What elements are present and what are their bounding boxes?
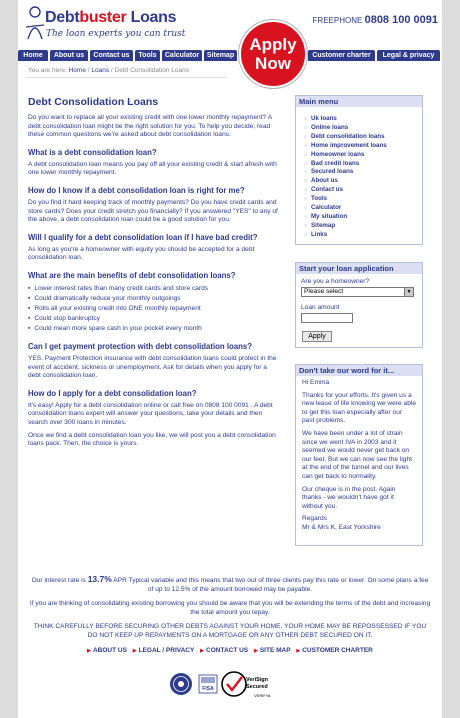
list-item: ▪ Could stop bankruptcy bbox=[28, 314, 280, 324]
interest-rate-value: 13.7% bbox=[87, 574, 112, 584]
testimonial-greeting: Hi Emma bbox=[302, 379, 330, 386]
loan-amount-input[interactable] bbox=[301, 313, 353, 323]
testimonial-signoff: Regards Mr & Mrs K, East Yorkshire bbox=[302, 515, 381, 531]
menu-item-my-situation[interactable]: ○ My situation bbox=[304, 213, 422, 222]
breadcrumb-loans[interactable]: Loans bbox=[91, 67, 110, 74]
testimonial-text: Our cheque is in the post. Again thanks - we wouldn't have got it without you. bbox=[302, 485, 396, 510]
answer-text: It's easy! Apply for a debt consolidation online or call free on 0808 100 0091 . A debt consolidation loans expert will answer your questions, take your details and then search over 300 loans in minutes. bbox=[28, 401, 273, 426]
loan-application-form bbox=[295, 262, 423, 348]
nav-tools[interactable]: Tools bbox=[135, 50, 160, 61]
menu-item-about-us[interactable]: ○ About us bbox=[304, 177, 422, 186]
loan-amount-label: Loan amount bbox=[301, 304, 340, 311]
footer-link-about-us[interactable]: ▶ ABOUT US bbox=[87, 646, 127, 654]
testimonial-text: Thanks for your efforts. It's given us a new lease of life knowing we were able to get this loan especially after our past problems. bbox=[302, 391, 416, 425]
trust-badges bbox=[168, 668, 288, 702]
nav-calculator[interactable]: Calculator bbox=[162, 50, 202, 61]
chevron-down-icon[interactable]: ▼ bbox=[404, 288, 413, 296]
homeowner-select[interactable]: Please select ▼ bbox=[301, 287, 414, 297]
breadcrumb-current: Debt Consolidation Loans bbox=[114, 67, 189, 74]
menu-item-sitemap[interactable]: ○ Sitemap bbox=[304, 222, 422, 231]
logo-tagline: The loan experts you can trust bbox=[46, 29, 186, 39]
nav-home[interactable]: Home bbox=[18, 50, 48, 61]
fisa-badge bbox=[199, 675, 217, 693]
testimonial-box bbox=[295, 364, 423, 546]
page bbox=[18, 0, 442, 718]
apply-online-link[interactable]: Apply for a debt consolidation online bbox=[55, 401, 162, 409]
intro-text: Do you want to replace all your existing credit with one lower monthly repayment? A debt consolidation loan might be the right solution for you. To help you decide, read these common questions we're asked about debt consolidation loans. bbox=[28, 114, 272, 139]
homeowner-label: Are you a homeowner? bbox=[301, 278, 370, 285]
menu-item-uk-loans[interactable]: ○ Uk loans bbox=[304, 115, 422, 124]
breadcrumb-home[interactable]: Home bbox=[68, 67, 86, 74]
list-item: ▪ Rolls all your existing credit into ONE monthly repayment bbox=[28, 304, 280, 314]
menu-item-secured[interactable]: ○ Secured loans bbox=[304, 168, 422, 177]
list-item: ▪ Could dramatically reduce your monthly outgoings bbox=[28, 294, 280, 304]
logo-wordmark: Debtbuster Loans bbox=[45, 9, 177, 26]
menu-item-bad-credit[interactable]: ○ Bad credit loans bbox=[304, 160, 422, 169]
list-item: ▪ Could mean more spare cash in your pocket every month bbox=[28, 324, 280, 334]
interest-rate-text: Our interest rate is 13.7% APR Typical variable and this means that two out of three clients pay this rate or lower. On some plans a fee of up to 12.5% of the amount borrowed may be payable. bbox=[31, 574, 429, 593]
footer-link-contact-us[interactable]: ▶ CONTACT US bbox=[200, 646, 249, 654]
footer bbox=[28, 575, 432, 654]
freephone-number[interactable]: 0808 100 0091 bbox=[364, 14, 438, 26]
apply-button[interactable]: Apply bbox=[302, 331, 332, 342]
repossession-warning: THINK CAREFULLY BEFORE SECURING OTHER DEBTS AGAINST YOUR HOME. YOUR HOME MAY BE REPOSSESSED IF YOU DO NOT KEEP UP REPAYMENTS ON A MORTGAGE OR ANY OTHER DEBT SECURED ON IT. bbox=[33, 623, 427, 639]
main-menu bbox=[295, 95, 423, 245]
question-heading: How do I apply for a debt consolidation loan? bbox=[28, 388, 197, 398]
svg-text:Secured: Secured bbox=[246, 684, 268, 690]
menu-item-contact-us[interactable]: ○ Contact us bbox=[304, 186, 422, 195]
nav-customer-charter[interactable]: Customer charter bbox=[308, 50, 375, 61]
menu-item-online-loans[interactable]: ○ Online loans bbox=[304, 124, 422, 133]
question-heading: How do I know if a debt consolidation loan is right for me? bbox=[28, 185, 245, 195]
footer-link-site-map[interactable]: ▶ SITE MAP bbox=[253, 646, 291, 654]
menu-item-home-improvement[interactable]: ○ Home improvement loans bbox=[304, 142, 422, 151]
menu-item-links[interactable]: ○ Links bbox=[304, 231, 422, 240]
top-nav bbox=[18, 50, 442, 61]
nav-contact-us[interactable]: Contact us bbox=[90, 50, 133, 61]
answer-text: Do you find it hard keeping track of monthly payments? Do you have credit cards and store cards? Does your credit stretch you financially? If you answered "YES" to any of the above, a debt consolidation loan could be a good solution for you. bbox=[28, 198, 278, 224]
answer-text: As long as you're a homeowner with equity you should be accepted for a debt consolidation loan. bbox=[28, 245, 255, 262]
svg-text:VERIFY▸: VERIFY▸ bbox=[254, 693, 271, 698]
answer-text: A debt consolidation loan means you pay off all your existing credit & start afresh with one lower monthly repayment. bbox=[28, 160, 277, 177]
footer-links bbox=[28, 647, 432, 654]
question-heading: Will I qualify for a debt consolidation loan if I have bad credit? bbox=[28, 232, 258, 242]
answer-text: Once we find a debt consolidation loan you like, we will post you a debt consolidation loans pack. Then, the choice is yours. bbox=[28, 431, 276, 448]
question-heading: Can I get payment protection with debt consolidation loans? bbox=[28, 341, 252, 351]
benefits-list bbox=[28, 284, 280, 334]
loan-application-title: Start your loan application bbox=[296, 263, 422, 274]
borrowing-notice: If you are thinking of consolidating existing borrowing you should be aware that you will be extending the terms of the debt and increasing the total amount you repay. bbox=[29, 600, 431, 616]
freephone: FREEPHONE 0808 100 0091 bbox=[312, 14, 438, 26]
divider bbox=[26, 77, 227, 78]
question-heading: What is a debt consolidation loan? bbox=[28, 147, 157, 157]
nav-legal-privacy[interactable]: Legal & privacy bbox=[377, 50, 440, 61]
footer-link-customer-charter[interactable]: ▶ CUSTOMER CHARTER bbox=[296, 646, 373, 654]
testimonial-title: Don't take our word for it... bbox=[296, 365, 422, 376]
question-heading: What are the main benefits of debt consolidation loans? bbox=[28, 270, 236, 280]
testimonial-text: We have been under a lot of strain since we went IVA in 2003 and it seemed we would never get back on our feet. But we can now see the light at the end of the tunnel and our lives can get back to normality. bbox=[302, 429, 412, 480]
svg-text:FISA: FISA bbox=[202, 686, 214, 692]
nav-sitemap[interactable]: Sitemap bbox=[204, 50, 237, 61]
svg-text:VeriSign: VeriSign bbox=[246, 677, 269, 683]
seal-badge-icon bbox=[170, 673, 192, 695]
menu-item-tools[interactable]: ○ Tools bbox=[304, 195, 422, 204]
page-title: Debt Consolidation Loans bbox=[28, 96, 159, 108]
logo[interactable] bbox=[24, 5, 184, 45]
breadcrumb: You are here: Home / Loans / Debt Consolidation Loans bbox=[28, 67, 189, 74]
main-content bbox=[28, 96, 280, 453]
main-menu-title: Main menu bbox=[296, 96, 422, 107]
nav-about-us[interactable]: About us bbox=[50, 50, 88, 61]
list-item: ▪ Lower interest rates than many credit cards and store cards bbox=[28, 284, 280, 294]
menu-item-debt-consolidation[interactable]: ○ Debt consolidation loans bbox=[304, 133, 422, 142]
menu-item-homeowner[interactable]: ○ Homeowner loans bbox=[304, 151, 422, 160]
verisign-badge[interactable] bbox=[222, 672, 270, 698]
answer-text: YES. Payment Protection insurance with debt consolidation loans could protect in the event of accident, sickness or unemployment. Ask for details when you apply for a debt consolidation loan. bbox=[28, 354, 277, 380]
footer-link-legal-privacy[interactable]: ▶ LEGAL / PRIVACY bbox=[132, 646, 195, 654]
logo-figure-icon bbox=[24, 5, 46, 41]
apply-now-button[interactable]: Apply Now bbox=[239, 20, 307, 88]
menu-item-calculator[interactable]: ○ Calculator bbox=[304, 204, 422, 213]
